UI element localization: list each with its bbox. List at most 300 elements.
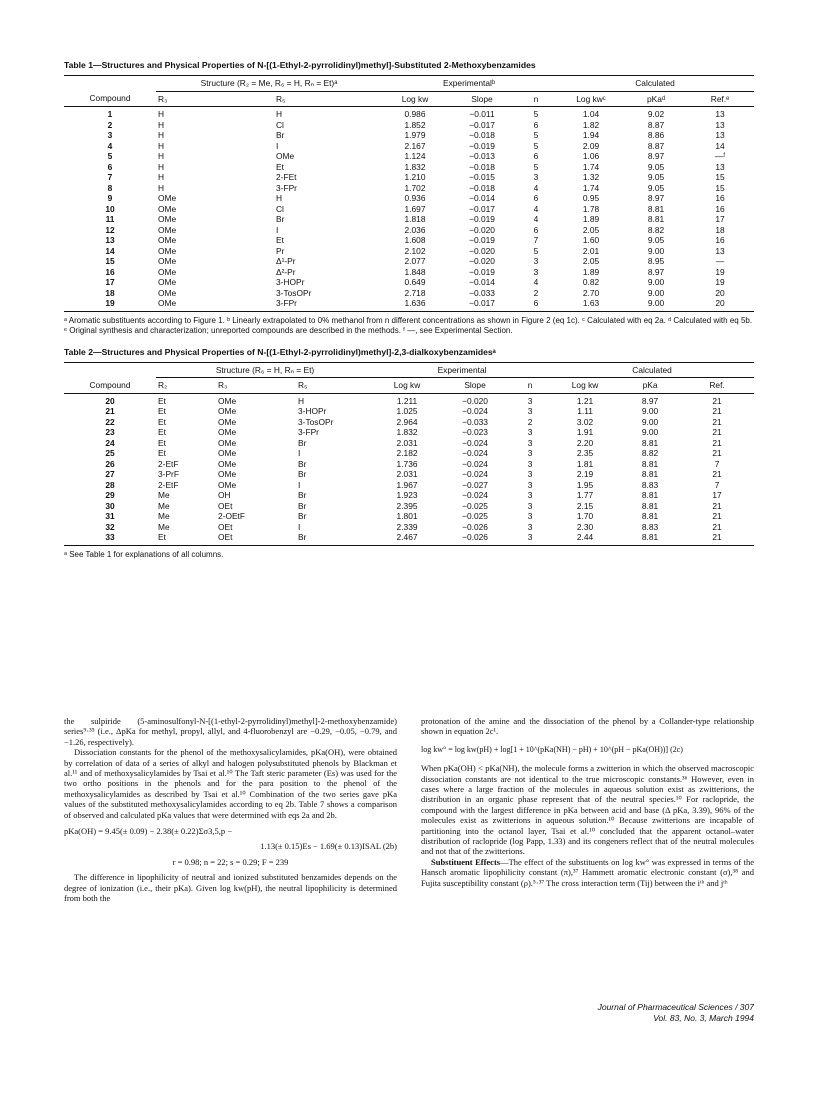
table2-cell: −0.024 bbox=[462, 458, 488, 469]
table2-cell: OMe bbox=[218, 437, 237, 448]
table1-cell: 2 bbox=[107, 119, 113, 130]
table2-cell: Me bbox=[158, 511, 170, 521]
table1-row bbox=[64, 277, 754, 288]
table1-caption: Table 1—Structures and Physical Properties of N-[(1-Ethyl-2-pyrrolidinyl)methyl]-Substituted 2-Methoxybenzamides bbox=[64, 60, 536, 70]
table1-cell: −0.017 bbox=[469, 203, 495, 214]
table2-row bbox=[64, 469, 754, 480]
table2-cell: 2.964 bbox=[396, 416, 418, 427]
table1-cell: 2.167 bbox=[404, 140, 426, 151]
table2-cell: 3 bbox=[527, 395, 533, 406]
table1-header-cell: R₃ bbox=[158, 93, 168, 104]
table2-cell: 8.81 bbox=[641, 532, 659, 542]
table1-header-cell: Log kw bbox=[401, 93, 429, 104]
table2-cell: 8.83 bbox=[641, 479, 659, 490]
table1-cell: 2.09 bbox=[582, 140, 600, 151]
table2-row bbox=[64, 417, 754, 428]
table1-cell: 1.74 bbox=[582, 161, 600, 172]
table2-cell: 1.736 bbox=[396, 458, 418, 469]
table2-cell: OMe bbox=[218, 395, 237, 406]
table1-body bbox=[64, 107, 754, 312]
table1-cell: H bbox=[158, 182, 165, 193]
table1-header-cell: Ref.ᵉ bbox=[710, 93, 730, 104]
table1-header-cell: Slope bbox=[471, 93, 493, 104]
table2-cell: 2.15 bbox=[576, 500, 594, 511]
table1-cell: 3 bbox=[533, 266, 539, 277]
table1-cell: H bbox=[158, 140, 165, 151]
table2-cell: 8.81 bbox=[641, 511, 659, 521]
table1-group-calculated: Calculated bbox=[556, 76, 754, 92]
table1-group-structure: Structure (R₂ = Me, R₆ = H, Rₙ = Et)ᵃ bbox=[156, 76, 382, 92]
table1 bbox=[64, 75, 754, 312]
table2-cell: OMe bbox=[218, 479, 237, 490]
table1-cell: 1.89 bbox=[582, 214, 600, 224]
table1-cell: 1.63 bbox=[582, 298, 600, 308]
table2-cell: 2.467 bbox=[396, 532, 418, 542]
table2-cell: 3-FPr bbox=[298, 427, 319, 437]
table2-cell: 3 bbox=[527, 500, 533, 511]
table2-cell: 1.11 bbox=[577, 406, 593, 416]
left-paragraph-2: Dissociation constants for the phenol of the methoxysalicylamides, pKa(OH), were obtained by correlation of data of a series of alkyl and halogen polysubstituted phenols by Blackman et al.¹¹ and of methoxysalicylamides by Tsai et al.¹⁰ The Taft steric parameter (Es) was used for the two ortho positions in the phenols and for the para position to the phenol of the methoxysalicylamides as described by Tsai et al.¹⁰ Combination of the two series gave pKa values of the substituted methoxysalicylamides according to eq 2b. Table 7 shows a comparison of observed and calculated pKa values that were determined with eqs 2a and 2b. bbox=[64, 747, 397, 820]
table2-cell: 1.967 bbox=[396, 479, 418, 490]
table2-cell: I bbox=[298, 479, 301, 490]
table1-cell: 17 bbox=[715, 214, 725, 224]
table1-cell: H bbox=[158, 161, 165, 172]
table1-cell: 1.852 bbox=[404, 119, 426, 130]
table2-row bbox=[64, 459, 754, 470]
table2-cell: 2-EtF bbox=[158, 479, 179, 490]
table1-cell: 5 bbox=[107, 151, 113, 161]
table1-cell: −0.014 bbox=[469, 277, 495, 287]
table1-cell: 20 bbox=[715, 298, 725, 308]
table2-row bbox=[64, 406, 754, 417]
table1-cell: 2.102 bbox=[404, 245, 426, 256]
table1-cell: 9.02 bbox=[647, 109, 665, 119]
table1-row bbox=[64, 151, 754, 162]
table1-cell: −0.018 bbox=[469, 161, 495, 172]
table1-cell: 3-FPr bbox=[276, 182, 297, 193]
table1-group-experimental: Experimentalᵇ bbox=[382, 76, 556, 92]
right-column bbox=[421, 716, 754, 904]
table2-cell: 2-EtF bbox=[158, 458, 179, 469]
table2-cell: 9.00 bbox=[641, 427, 659, 437]
table1-cell: 2.70 bbox=[582, 287, 600, 298]
right-paragraph-2: When pKa(OH) < pKa(NH), the molecule forms a zwitterion in which the observed macroscopic dissociation constants are not identical to the true microscopic constants.³⁶ However, even in cases where a large fraction of the molecules in aqueous solution exist as zwitterions, the distribution in an organic phase represent that of the neutral species.¹⁰ For raclopride, the compound with the largest difference in pKa between acid and base (Δ pKa, 3.39), 96% of the molecules exist as zwitterions in aqueous solution.¹⁰ Because zwitterions are incapable of partitioning into the octanol layer, Tsai et al.¹⁰ concluded that the apparent octanol–water distribution of raclopride (log Papp, 1.33) and its congeners reflect that of the neutral molecules and not that of the zwitterions. bbox=[421, 763, 754, 857]
table2-cell: 3 bbox=[527, 406, 533, 416]
table1-cell: 2.01 bbox=[582, 245, 600, 256]
table1-cell: OMe bbox=[158, 256, 177, 266]
table2-cell: OMe bbox=[218, 458, 237, 469]
table2-cell: 1.025 bbox=[396, 406, 418, 416]
table2-cell: 24 bbox=[105, 437, 115, 448]
table2-cell: −0.020 bbox=[462, 395, 488, 406]
page bbox=[64, 60, 754, 560]
table1-cell: −0.020 bbox=[469, 224, 495, 235]
table2-cell: 3-PrF bbox=[158, 469, 179, 479]
table1-cell: H bbox=[158, 119, 165, 130]
table2-cell: OMe bbox=[218, 448, 237, 458]
table1-cell: 1.697 bbox=[404, 203, 426, 214]
table1-cell: 0.82 bbox=[582, 277, 600, 287]
table2 bbox=[64, 362, 754, 546]
table2-cell: 21 bbox=[712, 437, 722, 448]
table2-cell: 21 bbox=[712, 511, 722, 521]
table2-cell: −0.024 bbox=[462, 469, 488, 479]
table1-cell: 1.979 bbox=[404, 130, 426, 140]
table1-cell: OMe bbox=[158, 193, 177, 203]
equation-2b-line2: 1.13(± 0.15)Es − 1.69(± 0.13)ISAL (2b) bbox=[260, 841, 397, 852]
table2-cell: OMe bbox=[218, 406, 237, 416]
table2-cell: Br bbox=[298, 437, 307, 448]
table2-cell: 3 bbox=[527, 458, 533, 469]
table2-cell: 21 bbox=[712, 395, 722, 406]
table2-row bbox=[64, 480, 754, 491]
table2-cell: OMe bbox=[218, 469, 237, 479]
table2-cell: 17 bbox=[712, 490, 722, 500]
table1-cell: 20 bbox=[715, 287, 725, 298]
table1-cell: 13 bbox=[715, 130, 725, 140]
table2-cell: −0.024 bbox=[462, 490, 488, 500]
table2-cell: 23 bbox=[105, 427, 115, 437]
table1-cell: 13 bbox=[715, 119, 725, 130]
table1-cell: OMe bbox=[158, 277, 177, 287]
table2-row bbox=[64, 448, 754, 459]
table1-cell: OMe bbox=[158, 298, 177, 308]
table2-cell: 2 bbox=[527, 416, 533, 427]
table1-cell: 6 bbox=[533, 224, 539, 235]
table1-cell: 13 bbox=[715, 245, 725, 256]
table2-group-structure: Structure (R₆ = H, Rₙ = Et) bbox=[156, 362, 374, 378]
table1-cell: 8.87 bbox=[647, 140, 665, 151]
table2-cell: 8.81 bbox=[641, 500, 659, 511]
table2-cell: 21 bbox=[712, 521, 722, 532]
table1-cell: 9.05 bbox=[647, 172, 665, 182]
table2-cell: 2.19 bbox=[576, 469, 594, 479]
table1-cell: 1.702 bbox=[404, 182, 426, 193]
table2-cell: 2.35 bbox=[576, 448, 594, 458]
table1-cell: 5 bbox=[533, 161, 539, 172]
journal-line-1: Journal of Pharmaceutical Sciences / 307 bbox=[597, 1002, 754, 1012]
table1-cell: −0.020 bbox=[469, 245, 495, 256]
table1-cell: 8.97 bbox=[647, 193, 665, 203]
table1-cell: 8.81 bbox=[647, 203, 665, 214]
table1-cell: 18 bbox=[105, 287, 115, 298]
table2-cell: Et bbox=[158, 532, 166, 542]
table1-cell: 6 bbox=[533, 193, 539, 203]
table1-cell: 9.00 bbox=[647, 298, 665, 308]
table1-cell: 8.95 bbox=[647, 256, 665, 266]
table1-cell: 8.97 bbox=[647, 266, 665, 277]
table1-cell: 1.848 bbox=[404, 266, 426, 277]
table1-cell: I bbox=[276, 224, 279, 235]
table1-cell: H bbox=[158, 151, 165, 161]
table2-cell: −0.024 bbox=[462, 406, 488, 416]
table2-cell: I bbox=[298, 521, 301, 532]
table1-cell: 9.05 bbox=[647, 235, 665, 245]
table2-header-cell: pKa bbox=[642, 380, 658, 390]
table1-cell: −0.019 bbox=[469, 214, 495, 224]
table2-cell: 3 bbox=[527, 532, 533, 542]
table1-cell: 2-FEt bbox=[276, 172, 297, 182]
journal-line-2: Vol. 83, No. 3, March 1994 bbox=[653, 1013, 754, 1023]
table2-cell: Et bbox=[158, 427, 166, 437]
table1-cell: 16 bbox=[715, 235, 725, 245]
table2-cell: 21 bbox=[712, 427, 722, 437]
table2-row bbox=[64, 501, 754, 512]
table1-cell: 7 bbox=[533, 235, 539, 245]
table1-row bbox=[64, 225, 754, 236]
table2-cell: −0.033 bbox=[462, 416, 488, 427]
table1-cell: 0.936 bbox=[404, 193, 426, 203]
table2-cell: 21 bbox=[712, 500, 722, 511]
table1-cell: 8.82 bbox=[647, 224, 665, 235]
table2-cell: OH bbox=[218, 490, 231, 500]
table1-row bbox=[64, 183, 754, 194]
table2-cell: 2.339 bbox=[396, 521, 418, 532]
table1-cell: OMe bbox=[158, 203, 177, 214]
table1-cell: 13 bbox=[715, 161, 725, 172]
table2-cell: OEt bbox=[218, 532, 233, 542]
table1-row bbox=[64, 130, 754, 141]
table2-cell: 1.211 bbox=[396, 395, 418, 406]
table1-row bbox=[64, 172, 754, 183]
table2-cell: Br bbox=[298, 532, 307, 542]
table1-cell: 2 bbox=[533, 287, 539, 298]
table2-cell: 2.031 bbox=[396, 437, 418, 448]
table1-cell: −0.017 bbox=[469, 298, 495, 308]
table1-cell: 0.986 bbox=[404, 109, 426, 119]
table1-cell: 1 bbox=[107, 109, 113, 119]
table1-cell: —ᶠ bbox=[714, 151, 726, 161]
table1-cell: 4 bbox=[533, 203, 539, 214]
table2-cell: −0.024 bbox=[462, 448, 488, 458]
table2-cell: Et bbox=[158, 448, 166, 458]
table1-cell: 16 bbox=[715, 203, 725, 214]
table1-cell: 5 bbox=[533, 140, 539, 151]
table1-cell: 9.05 bbox=[647, 182, 665, 193]
table2-footnote: ᵃ See Table 1 for explanations of all columns. bbox=[64, 549, 224, 559]
table2-cell: 21 bbox=[105, 406, 115, 416]
table2-cell: 8.81 bbox=[641, 437, 659, 448]
table1-cell: Δ¹-Pr bbox=[276, 256, 296, 266]
table2-header-cell: n bbox=[527, 380, 533, 390]
table1-cell: −0.017 bbox=[469, 119, 495, 130]
table1-cell: −0.015 bbox=[469, 172, 495, 182]
table1-cell: 8 bbox=[107, 182, 113, 193]
table1-cell: H bbox=[158, 130, 165, 140]
table1-cell: 6 bbox=[107, 161, 113, 172]
table2-cell: 21 bbox=[712, 532, 722, 542]
table2-header-cell: R₅ bbox=[298, 380, 308, 390]
table2-cell: 2-OEtF bbox=[218, 511, 245, 521]
table2-cell: 3.02 bbox=[576, 416, 594, 427]
table1-cell: 8.81 bbox=[647, 214, 665, 224]
table1-cell: 19 bbox=[105, 298, 115, 308]
table1-cell: OMe bbox=[158, 214, 177, 224]
table1-cell: 18 bbox=[715, 224, 725, 235]
table1-cell: 1.74 bbox=[582, 182, 600, 193]
table1-cell: 1.32 bbox=[582, 172, 600, 182]
table1-cell: 9.00 bbox=[647, 245, 665, 256]
table1-row bbox=[64, 120, 754, 131]
table1-cell: 3 bbox=[107, 130, 113, 140]
table1-cell: 6 bbox=[533, 298, 539, 308]
table1-cell: 9.00 bbox=[647, 287, 665, 298]
journal-footer bbox=[598, 1002, 754, 1024]
table2-cell: 1.81 bbox=[576, 458, 594, 469]
table1-cell: 8.97 bbox=[647, 151, 665, 161]
table2-cell: 28 bbox=[105, 479, 115, 490]
table1-cell: 3-FPr bbox=[276, 298, 297, 308]
table2-row bbox=[64, 393, 754, 406]
table2-cell: 21 bbox=[712, 469, 722, 479]
table1-cell: 5 bbox=[533, 109, 539, 119]
table1-row bbox=[64, 204, 754, 215]
table2-row bbox=[64, 490, 754, 501]
table2-cell: Br bbox=[298, 511, 307, 521]
table2-cell: 22 bbox=[105, 416, 115, 427]
table1-cell: 8.87 bbox=[647, 119, 665, 130]
table2-cell: Et bbox=[158, 406, 166, 416]
table2-cell: OEt bbox=[218, 500, 233, 511]
table2-cell: 26 bbox=[105, 458, 115, 469]
table2-cell: 8.81 bbox=[641, 469, 659, 479]
table2-row bbox=[64, 522, 754, 533]
body-columns bbox=[64, 716, 754, 904]
table2-cell: 8.83 bbox=[641, 521, 659, 532]
table2-caption: Table 2—Structures and Physical Properties of N-[(1-Ethyl-2-pyrrolidinyl)methyl]-2,3-dialkoxybenzamidesᵃ bbox=[64, 346, 496, 357]
table2-cell: −0.026 bbox=[462, 532, 488, 542]
table2-cell: 27 bbox=[105, 469, 115, 479]
table2-row bbox=[64, 511, 754, 522]
table2-cell: 21 bbox=[712, 406, 722, 416]
table2-cell: 1.77 bbox=[576, 490, 594, 500]
table2-cell: 7 bbox=[714, 479, 720, 490]
table1-cell: 1.124 bbox=[404, 151, 426, 161]
table1-cell: 4 bbox=[533, 214, 539, 224]
table2-cell: H bbox=[298, 395, 305, 406]
table2-cell: Me bbox=[158, 521, 170, 532]
table2-cell: I bbox=[298, 448, 301, 458]
table2-cell: Et bbox=[158, 437, 166, 448]
table2-cell: 3 bbox=[527, 521, 533, 532]
table1-row bbox=[64, 141, 754, 152]
table1-cell: 6 bbox=[533, 151, 539, 161]
table2-cell: −0.025 bbox=[462, 511, 488, 521]
table1-row bbox=[64, 235, 754, 246]
table2-cell: 2.44 bbox=[576, 532, 594, 542]
table2-cell: −0.026 bbox=[462, 521, 488, 532]
table2-cell: 3 bbox=[527, 427, 533, 437]
table1-cell: 9 bbox=[107, 193, 113, 203]
table2-header-cell: Log kw bbox=[571, 380, 599, 390]
table2-cell: 8.81 bbox=[641, 490, 659, 500]
table1-cell: 19 bbox=[715, 277, 725, 287]
table1-cell: 16 bbox=[715, 193, 725, 203]
table1-cell: 12 bbox=[105, 224, 115, 235]
table1-cell: 13 bbox=[105, 235, 115, 245]
table1-cell: 1.78 bbox=[582, 203, 600, 214]
table1-cell: −0.018 bbox=[469, 130, 495, 140]
table1-cell: 9.00 bbox=[647, 277, 665, 287]
table2-header-cell: R₂ bbox=[158, 380, 168, 390]
table2-row bbox=[64, 427, 754, 438]
table1-cell: 1.06 bbox=[582, 151, 600, 161]
table1-cell: H bbox=[276, 109, 283, 119]
table2-cell: Br bbox=[298, 490, 307, 500]
table1-cell: 17 bbox=[105, 277, 115, 287]
table2-cell: 31 bbox=[105, 511, 115, 521]
right-paragraph-3-text: —The effect of the substituents on log kw° was expressed in terms of the Hansch aromatic lipophilicity constant (π),³⁷ Hammett aromatic electronic constant (σ),³⁸ and Fujita susceptibility constant (ρ).⁵·³⁷ The cross interaction term (Tij) between the iᵗʰ and jᵗʰ bbox=[421, 856, 754, 888]
table1-cell: 2.05 bbox=[582, 224, 600, 235]
table2-group-experimental: Experimental bbox=[374, 362, 550, 378]
table1-cell: OMe bbox=[158, 245, 177, 256]
left-paragraph-1: the sulpiride (5-aminosulfonyl-N-[(1-ethyl-2-pyrrolidinyl)methyl]-2-methoxybenzamide) series⁹·³⁵ (i.e., ΔpKa for methyl, propyl, allyl, and 4-fluorobenzyl are −0.29, −0.05, −0.79, and −1.26, respectively). bbox=[64, 716, 397, 747]
table1-cell: OMe bbox=[158, 224, 177, 235]
table1-header-row bbox=[64, 91, 754, 107]
table1-cell: −0.018 bbox=[469, 182, 495, 193]
section-heading-substituent-effects: Substituent Effects bbox=[431, 856, 501, 867]
table2-cell: 20 bbox=[105, 395, 115, 406]
table1-cell: −0.019 bbox=[469, 140, 495, 151]
table1-row bbox=[64, 193, 754, 204]
table2-cell: 25 bbox=[105, 448, 115, 458]
table2-cell: 7 bbox=[714, 458, 720, 469]
table1-cell: Et bbox=[276, 161, 284, 172]
table1-cell: I bbox=[276, 140, 279, 151]
table2-cell: 2.182 bbox=[396, 448, 418, 458]
table2-cell: 33 bbox=[105, 532, 115, 542]
table2-cell: 1.21 bbox=[576, 395, 594, 406]
table2-cell: Me bbox=[158, 490, 170, 500]
table2-cell: 1.91 bbox=[576, 427, 594, 437]
table2-cell: Br bbox=[298, 469, 307, 479]
table1-cell: OMe bbox=[158, 235, 177, 245]
table2-cell: −0.027 bbox=[462, 479, 488, 490]
table2-row bbox=[64, 438, 754, 449]
table2-cell: 3 bbox=[527, 469, 533, 479]
table1-footnote: ᵃ Aromatic substituents according to Figure 1. ᵇ Linearly extrapolated to 0% methanol from n different concentrations as shown in Figure 2 (eq 1c). ᶜ Calculated with eq 2a. ᵈ Calculated with eq 5b. ᵉ Original synthesis and characterization; unreported compounds are described in the methods. ᶠ —, see Experimental Section. bbox=[64, 315, 753, 335]
table1-header-cell: R₅ bbox=[276, 93, 286, 104]
table1-cell: 10 bbox=[105, 203, 115, 214]
table1-cell: −0.013 bbox=[469, 151, 495, 161]
table1-cell: −0.033 bbox=[469, 287, 495, 298]
table1-cell: 0.95 bbox=[582, 193, 600, 203]
table1-cell: Δ²-Pr bbox=[276, 266, 296, 277]
table2-cell: 9.00 bbox=[641, 406, 659, 416]
table1-cell: 7 bbox=[107, 172, 113, 182]
table2-cell: Me bbox=[158, 500, 170, 511]
table1-cell: H bbox=[276, 193, 283, 203]
table1-header-cell: Log kwᶜ bbox=[576, 93, 606, 104]
table2-cell: Et bbox=[158, 416, 166, 427]
table2-cell: 3 bbox=[527, 490, 533, 500]
table1-cell: −0.011 bbox=[469, 109, 495, 119]
table2-cell: 30 bbox=[105, 500, 115, 511]
table1-cell: 3 bbox=[533, 256, 539, 266]
table1-cell: H bbox=[158, 172, 165, 182]
table2-header-cell: R₃ bbox=[218, 380, 228, 390]
table1-cell: 13 bbox=[715, 109, 725, 119]
table2-cell: −0.023 bbox=[462, 427, 488, 437]
table1-row bbox=[64, 256, 754, 267]
table1-cell: 14 bbox=[715, 140, 725, 151]
table2-header-cell: Log kw bbox=[393, 380, 421, 390]
table2-cell: 1.70 bbox=[576, 511, 594, 521]
table1-cell: 1.60 bbox=[582, 235, 600, 245]
table1-cell: — bbox=[715, 256, 725, 266]
table1-cell: 1.210 bbox=[404, 172, 426, 182]
table1-row bbox=[64, 246, 754, 257]
